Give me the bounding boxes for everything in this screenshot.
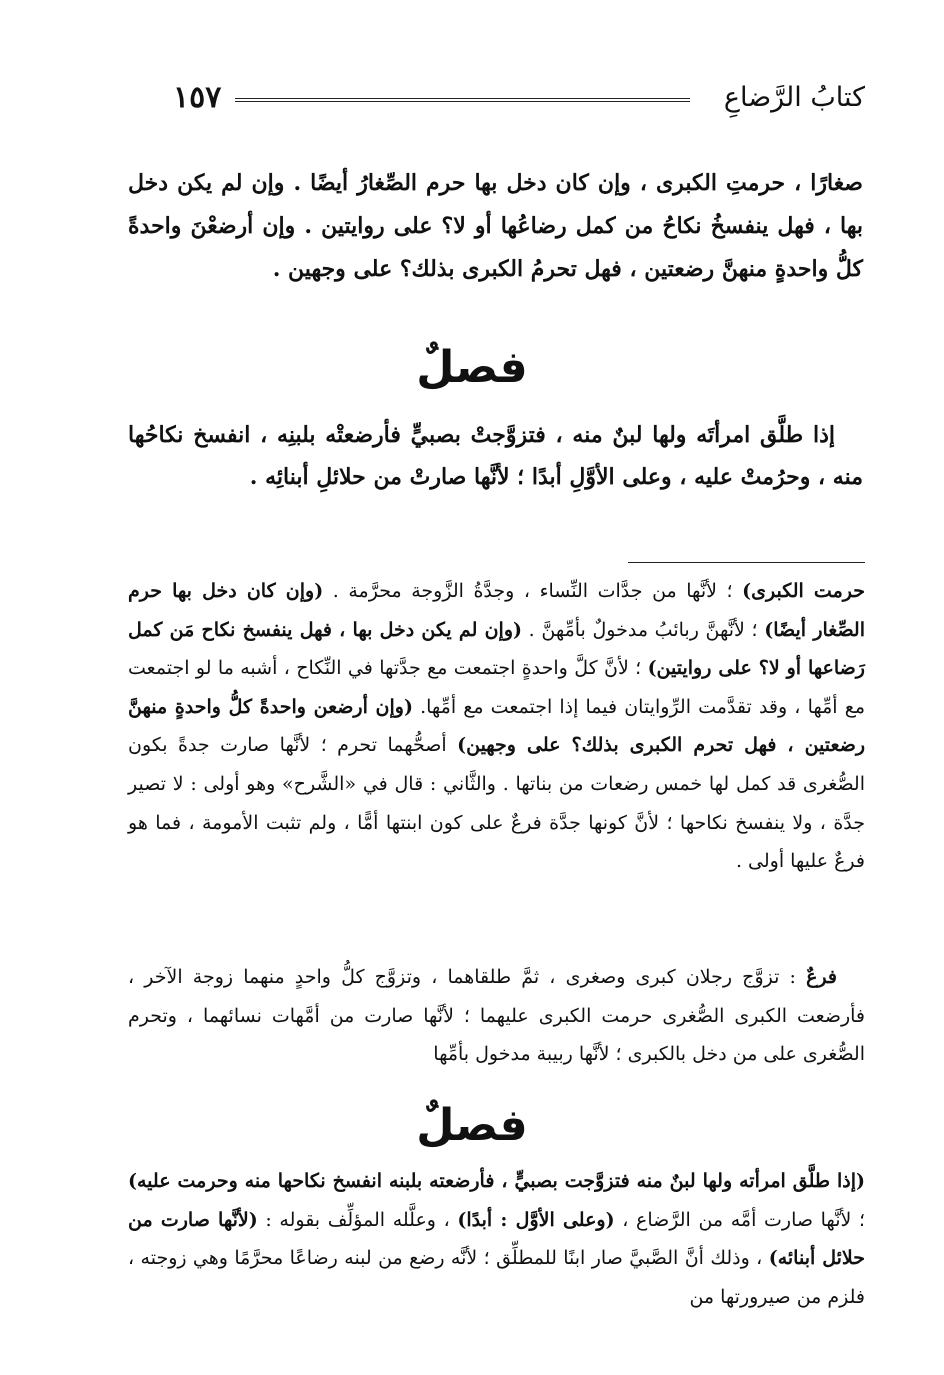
main-text-block (128, 162, 863, 291)
header-rule (235, 98, 690, 102)
branch-note (128, 958, 865, 1074)
commentary-text: ؛ لأنَّهنَّ ربائبُ مدخولٌ بأمِّهنَّ . (522, 618, 765, 641)
commentary-text: ، وذلك أنَّ الصَّبيَّ صار ابنًا للمطلِّق ؛ لأنَّه رضع من لبنه رضاعًا محرَّمًا وهي زوجته ، فلزم من صيرورتها من (128, 1247, 865, 1308)
commentary-paragraph (128, 572, 865, 881)
commentary-block-2 (128, 1162, 865, 1316)
branch-paragraph (128, 958, 865, 1074)
commentary-quote: (إذا طلَّق امرأته ولها لبنٌ منه فتزوَّجت بصبيٍّ ، فأرضعته بلبنه انفسخ نكاحها منه وحرمت عليه) (128, 1170, 865, 1192)
commentary-text: ؛ لأنَّها من جدَّات النِّساء ، وجدَّةُ الزَّوجة محرَّمة . (323, 580, 743, 602)
footnote-separator (628, 562, 865, 563)
commentary-text: ؛ لأنَّ كلَّ واحدةٍ اجتمعت مع جدَّتها في النِّكاح ، أشبه ما لو اجتمعت مع أمِّها ، وقد تقدَّمت الرِّوايتان فيما إذا اجتمعت مع أمِّها. (128, 657, 865, 718)
main-text-block-2 (128, 414, 863, 498)
commentary-quote: (لأنَّها صارت من حلائل أبنائه) (128, 1208, 865, 1270)
chapter-title: كتابُ الرَّضاعِ (723, 82, 865, 113)
commentary-quote: (وعلى الأوَّل : أبدًا) (457, 1208, 615, 1231)
commentary-paragraph-2 (128, 1162, 865, 1316)
commentary-quote: حرمت الكبرى) (742, 580, 865, 602)
branch-text: : تزوَّج رجلان كبرى وصغرى ، ثمَّ طلقاهما ، وتزوَّج كلُّ واحدٍ منهما زوجة الآخر ، فأرضعت الكبرى الصُّغرى حرمت الكبرى عليهما ؛ لأنَّها صارت من أمَّهات نسائهما ، وتحرم الصُّغرى على من دخل بالكبرى ؛ لأنَّها ربيبة مدخول بأمِّها (128, 966, 865, 1066)
commentary-quote: (وإن لم يكن دخل بها ، فهل ينفسخ نكاح مَن كمل رَضاعها أو لا؟ على روايتين) (128, 618, 865, 680)
section-heading: فصلٌ (416, 342, 528, 393)
commentary-text: ؛ لأنَّها صارت أمَّه من الرَّضاع ، (614, 1208, 865, 1231)
running-header (135, 78, 865, 118)
commentary-block (128, 572, 865, 881)
section-heading-2: فصلٌ (416, 1100, 528, 1151)
main-paragraph-2: إذا طلَّق امرأتَه ولها لبنٌ منه ، فتزوَّجتْ بصبيٍّ فأرضعتْه بلبنِه ، انفسخ نكاحُها منه ، وحرُمتْ عليه ، وعلى الأوَّلِ أبدًا ؛ لأنَّها صارتْ من حلائلِ أبنائِه . (128, 422, 863, 490)
commentary-text: ، وعلَّله المؤلِّف بقوله : (257, 1208, 458, 1231)
commentary-quote: (وإن أرضعن واحدةً كلُّ واحدةٍ منهنَّ رضعتين ، فهل تحرم الكبرى بذلك؟ على وجهين) (128, 695, 866, 757)
branch-label: فرعٌ (806, 966, 837, 988)
commentary-text: أصحُّهما تحرم ؛ لأنَّها صارت جدةً بكون الصُّغرى قد كمل لها خمس رضعات من بناتها . والثَّاني : قال في «الشَّرح» وهو أولى : لا تصير جدَّة ، ولا ينفسخ نكاحها ؛ لأنَّ كونها جدَّة فرعٌ على كون ابنتها أمًّا ، ولم تثبت الأمومة ، فما هو فرعٌ عليها أولى . (128, 734, 865, 873)
page-number: ١٥٧ (173, 80, 222, 115)
main-paragraph: صغارًا ، حرمتِ الكبرى ، وإن كان دخل بها حرم الصِّغارُ أيضًا . وإن لم يكن دخل بها ، فهل ينفسخُ نكاحُ من كمل رضاعُها أو لا؟ على روايتين . وإن أرضعْنَ واحدةً كلُّ واحدةٍ منهنَّ رضعتين ، فهل تحرمُ الكبرى بذلك؟ على وجهين . (128, 170, 863, 282)
commentary-quote: (وإن كان دخل بها حرم الصِّغار أيضًا) (128, 580, 866, 641)
